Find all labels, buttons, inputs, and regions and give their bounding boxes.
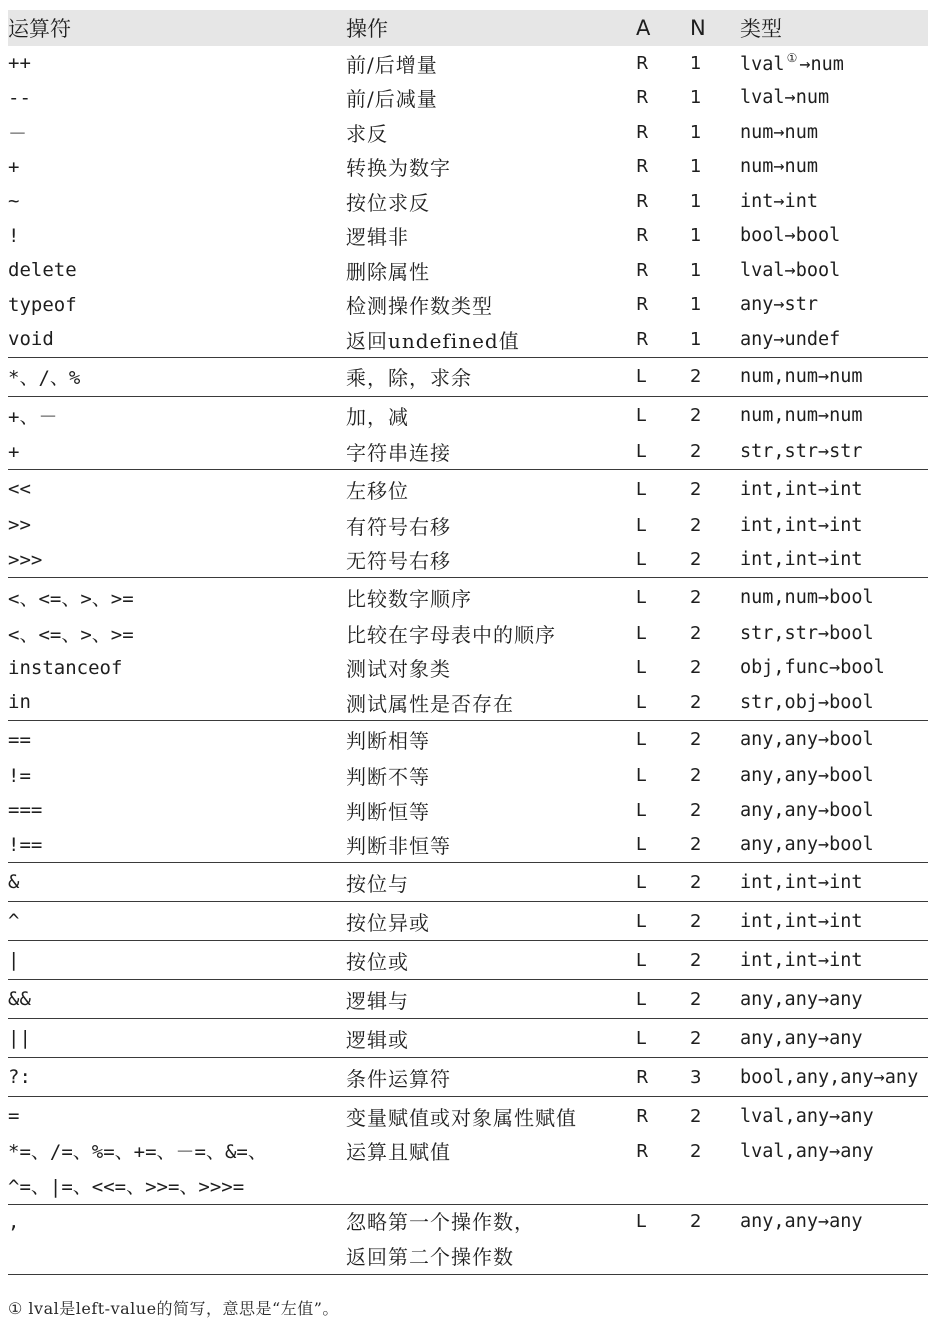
associativity-cell: L xyxy=(636,396,690,435)
operation-cell: 返回undefined值 xyxy=(346,328,520,353)
operator-cell: ! xyxy=(8,224,20,247)
operand-count-cell: 2 xyxy=(690,799,702,821)
associativity-cell: L xyxy=(636,863,690,902)
type-cell: int,int→int xyxy=(740,514,863,536)
table-row xyxy=(8,720,928,759)
associativity-cell: R xyxy=(636,52,649,74)
operand-count-cell: 1 xyxy=(690,328,702,350)
operation-cell: 判断恒等 xyxy=(346,799,430,824)
associativity-cell: L xyxy=(636,1205,690,1275)
type-cell: num,num→bool xyxy=(740,578,928,617)
operand-count-cell: 2 xyxy=(690,834,702,856)
table-row xyxy=(8,81,928,116)
type-cell: int,int→int xyxy=(740,863,928,902)
header-type: 类型 xyxy=(740,10,928,46)
operand-count-cell: 2 xyxy=(690,1019,740,1058)
associativity-cell: R xyxy=(636,87,649,109)
operand-count-cell: 2 xyxy=(690,1097,740,1136)
operator-cell: +、－ xyxy=(8,396,346,435)
operation-cell: 变量赋值或对象属性赋值 xyxy=(346,1097,636,1136)
table-row xyxy=(8,1135,928,1205)
operation-line-1: 忽略第一个操作数， xyxy=(346,1210,535,1234)
operator-cell: <、<=、>、>= xyxy=(8,623,134,646)
operand-count-cell: 1 xyxy=(690,294,702,316)
header-operator: 运算符 xyxy=(8,10,346,46)
table-row xyxy=(8,357,928,396)
table-row xyxy=(8,435,928,470)
type-cell: int,int→int xyxy=(740,470,928,509)
operator-cell: <、<=、>、>= xyxy=(8,578,346,617)
operator-cell: ^ xyxy=(8,902,346,941)
operation-cell: 测试对象类 xyxy=(346,657,451,682)
type-cell: any,any→any xyxy=(740,980,928,1019)
table-row xyxy=(8,828,928,863)
operation-cell: 字符串连接 xyxy=(346,441,451,466)
associativity-cell: R xyxy=(636,190,649,212)
operand-count-cell: 1 xyxy=(690,121,702,143)
operand-count-cell: 1 xyxy=(690,259,702,281)
operator-cell: instanceof xyxy=(8,656,123,679)
operation-line-2: 返回第二个操作数 xyxy=(346,1244,514,1269)
operation-cell xyxy=(346,1135,636,1205)
associativity-cell: L xyxy=(636,549,647,571)
table-row xyxy=(8,1019,928,1058)
operation-cell: 无符号右移 xyxy=(346,549,451,574)
operand-count-cell: 1 xyxy=(690,190,702,212)
table-row xyxy=(8,184,928,219)
type-cell: lval,any→any xyxy=(740,1141,874,1162)
associativity-cell: L xyxy=(636,720,690,759)
operation-cell: 比较在字母表中的顺序 xyxy=(346,622,556,647)
operand-count-cell: 2 xyxy=(690,578,740,617)
footnote-marker: ① xyxy=(786,51,798,66)
operand-count-cell: 2 xyxy=(690,549,702,571)
type-cell: int,int→int xyxy=(740,549,863,571)
associativity-cell: R xyxy=(636,294,649,316)
associativity-cell: R xyxy=(636,156,649,178)
operation-cell: 左移位 xyxy=(346,470,636,509)
header-associativity: A xyxy=(636,10,690,46)
type-cell: any,any→any xyxy=(740,1205,928,1275)
operator-cell: >> xyxy=(8,514,31,537)
operator-cell: == xyxy=(8,720,346,759)
operator-cell: >>> xyxy=(8,548,43,571)
table-row xyxy=(8,651,928,686)
operand-count-cell: 2 xyxy=(690,720,740,759)
associativity-cell: L xyxy=(636,357,690,396)
type-cell: lval,any→any xyxy=(740,1097,928,1136)
table-row xyxy=(8,902,928,941)
operation-cell: 逻辑非 xyxy=(346,225,409,250)
associativity-cell: R xyxy=(636,121,649,143)
operand-count-cell: 2 xyxy=(690,980,740,1019)
table-row xyxy=(8,46,928,81)
type-cell: num→num xyxy=(740,121,818,143)
table-row xyxy=(8,508,928,543)
type-cell: num,num→num xyxy=(740,396,928,435)
table-row xyxy=(8,980,928,1019)
operand-count-cell: 2 xyxy=(690,441,702,463)
operator-cell: typeof xyxy=(8,293,77,316)
operator-cell: -- xyxy=(8,86,31,109)
operand-count-cell: 2 xyxy=(690,863,740,902)
operation-cell: 有符号右移 xyxy=(346,514,451,539)
table-row xyxy=(8,288,928,323)
operand-count-cell: 1 xyxy=(690,225,702,247)
operation-cell: 加，减 xyxy=(346,396,636,435)
operation-cell: 检测操作数类型 xyxy=(346,294,493,319)
operand-count-cell: 2 xyxy=(690,357,740,396)
type-cell xyxy=(740,46,928,81)
operator-cell: | xyxy=(8,941,346,980)
operand-count-cell: 2 xyxy=(690,1141,702,1162)
table-row xyxy=(8,396,928,435)
operator-cell: + xyxy=(8,155,20,178)
operation-cell: 删除属性 xyxy=(346,259,430,284)
table-row xyxy=(8,219,928,254)
type-cell: any,any→any xyxy=(740,1019,928,1058)
type-cell: bool→bool xyxy=(740,225,841,247)
associativity-cell: L xyxy=(636,441,647,463)
operator-cell: － xyxy=(8,122,28,145)
footnote: ① lval是left-value的简写，意思是“左值”。 xyxy=(8,1299,339,1318)
operation-cell: 按位或 xyxy=(346,941,636,980)
operator-cell: + xyxy=(8,440,20,463)
operation-cell xyxy=(346,1205,636,1275)
table-row xyxy=(8,115,928,150)
table-row xyxy=(8,941,928,980)
operator-cell: *、/、% xyxy=(8,357,346,396)
table-row xyxy=(8,253,928,288)
operator-cell: ?: xyxy=(8,1058,346,1097)
operator-cell: & xyxy=(8,863,346,902)
table-row xyxy=(8,543,928,578)
associativity-cell: L xyxy=(636,834,647,856)
operator-cell: ~ xyxy=(8,190,20,213)
operand-count-cell: 2 xyxy=(690,622,702,644)
type-cell: any→str xyxy=(740,294,818,316)
operand-count-cell: 2 xyxy=(690,902,740,941)
type-cell: int,int→int xyxy=(740,902,928,941)
operation-cell: 测试属性是否存在 xyxy=(346,691,514,716)
associativity-cell: L xyxy=(636,765,647,787)
type-cell: obj,func→bool xyxy=(740,657,885,679)
table-header-row xyxy=(8,10,928,46)
operator-line-1: , xyxy=(8,1211,20,1233)
type-cell: str,obj→bool xyxy=(740,691,874,713)
operator-table-page xyxy=(8,10,928,1275)
operator-cell: || xyxy=(8,1019,346,1058)
type-cell: int→int xyxy=(740,190,818,212)
table-row xyxy=(8,470,928,509)
type-cell: str,str→str xyxy=(740,441,863,463)
operator-cell xyxy=(8,1135,346,1205)
operator-line-2: ^=、|=、<<=、>>=、>>>= xyxy=(8,1175,245,1198)
associativity-cell: L xyxy=(636,691,647,713)
type-cell: bool,any,any→any xyxy=(740,1058,928,1097)
associativity-cell: L xyxy=(636,470,690,509)
associativity-cell: L xyxy=(636,578,690,617)
type-cell: any→undef xyxy=(740,328,841,350)
table-body xyxy=(8,46,928,1275)
type-cell: int,int→int xyxy=(740,941,928,980)
type-cell: any,any→bool xyxy=(740,720,928,759)
type-cell: any,any→bool xyxy=(740,765,874,787)
type-cell: num→num xyxy=(740,156,818,178)
type-cell: str,str→bool xyxy=(740,622,874,644)
operand-count-cell: 2 xyxy=(690,765,702,787)
associativity-cell: L xyxy=(636,902,690,941)
associativity-cell: L xyxy=(636,799,647,821)
associativity-cell: R xyxy=(636,1058,690,1097)
operand-count-cell: 1 xyxy=(690,52,702,74)
table-row xyxy=(8,1205,928,1275)
type-cell: num,num→num xyxy=(740,357,928,396)
operand-count-cell: 2 xyxy=(690,470,740,509)
operation-cell: 按位与 xyxy=(346,863,636,902)
operation-cell: 前/后增量 xyxy=(346,52,438,77)
table-row xyxy=(8,150,928,185)
type-cell: any,any→bool xyxy=(740,834,874,856)
operation-cell: 乘，除，求余 xyxy=(346,357,636,396)
operator-cell: === xyxy=(8,799,43,822)
table-row xyxy=(8,1058,928,1097)
associativity-cell: R xyxy=(636,259,649,281)
header-operand-count: N xyxy=(690,10,740,46)
associativity-cell: L xyxy=(636,941,690,980)
operation-cell: 前/后减量 xyxy=(346,87,438,112)
type-cell: lval→num xyxy=(740,87,830,109)
associativity-cell: R xyxy=(636,328,649,350)
table-row xyxy=(8,1097,928,1136)
operation-cell: 按位求反 xyxy=(346,190,430,215)
operation-cell: 逻辑或 xyxy=(346,1019,636,1058)
operator-cell: && xyxy=(8,980,346,1019)
operand-count-cell: 2 xyxy=(690,657,702,679)
table-row xyxy=(8,793,928,828)
operand-count-cell: 1 xyxy=(690,87,702,109)
operation-cell: 转换为数字 xyxy=(346,156,451,181)
operation-cell: 逻辑与 xyxy=(346,980,636,1019)
operation-cell: 比较数字顺序 xyxy=(346,578,636,617)
type-rhs: →num xyxy=(799,54,844,76)
operation-cell: 判断不等 xyxy=(346,765,430,790)
operator-cell xyxy=(8,1205,346,1275)
operator-line-1: *=、/=、%=、+=、－=、&=、 xyxy=(8,1141,267,1163)
operator-cell: = xyxy=(8,1097,346,1136)
operand-count-cell: 3 xyxy=(690,1058,740,1097)
operator-cell: !== xyxy=(8,833,43,856)
table-row xyxy=(8,759,928,794)
operand-count-cell: 2 xyxy=(690,941,740,980)
operation-line-1: 运算且赋值 xyxy=(346,1140,451,1164)
associativity-cell: R xyxy=(636,1097,690,1136)
operator-cell: ++ xyxy=(8,52,31,75)
associativity-cell: L xyxy=(636,514,647,536)
operand-count-cell: 2 xyxy=(690,691,702,713)
associativity-cell: R xyxy=(636,1141,649,1162)
operation-cell: 按位异或 xyxy=(346,902,636,941)
associativity-cell: R xyxy=(636,225,649,247)
operand-count-cell: 2 xyxy=(690,396,740,435)
operand-count-cell: 2 xyxy=(690,1205,740,1275)
operator-cell: << xyxy=(8,470,346,509)
operator-cell: != xyxy=(8,764,31,787)
operand-count-cell: 2 xyxy=(690,514,702,536)
table-row xyxy=(8,578,928,617)
type-cell: any,any→bool xyxy=(740,799,874,821)
associativity-cell: L xyxy=(636,1019,690,1058)
operator-table xyxy=(8,10,928,1275)
header-operation: 操作 xyxy=(346,10,636,46)
table-row xyxy=(8,322,928,357)
operation-cell: 条件运算符 xyxy=(346,1058,636,1097)
associativity-cell: L xyxy=(636,980,690,1019)
operation-cell: 判断相等 xyxy=(346,720,636,759)
associativity-cell: L xyxy=(636,622,647,644)
operation-cell: 求反 xyxy=(346,121,388,146)
table-row xyxy=(8,616,928,651)
operator-cell: delete xyxy=(8,259,77,282)
type-lhs: lval xyxy=(740,54,785,76)
table-row xyxy=(8,685,928,720)
type-cell: lval→bool xyxy=(740,259,841,281)
operator-cell: void xyxy=(8,328,54,351)
operand-count-cell: 1 xyxy=(690,156,702,178)
operator-cell: in xyxy=(8,691,31,714)
associativity-cell: L xyxy=(636,657,647,679)
table-row xyxy=(8,863,928,902)
operation-cell: 判断非恒等 xyxy=(346,834,451,859)
